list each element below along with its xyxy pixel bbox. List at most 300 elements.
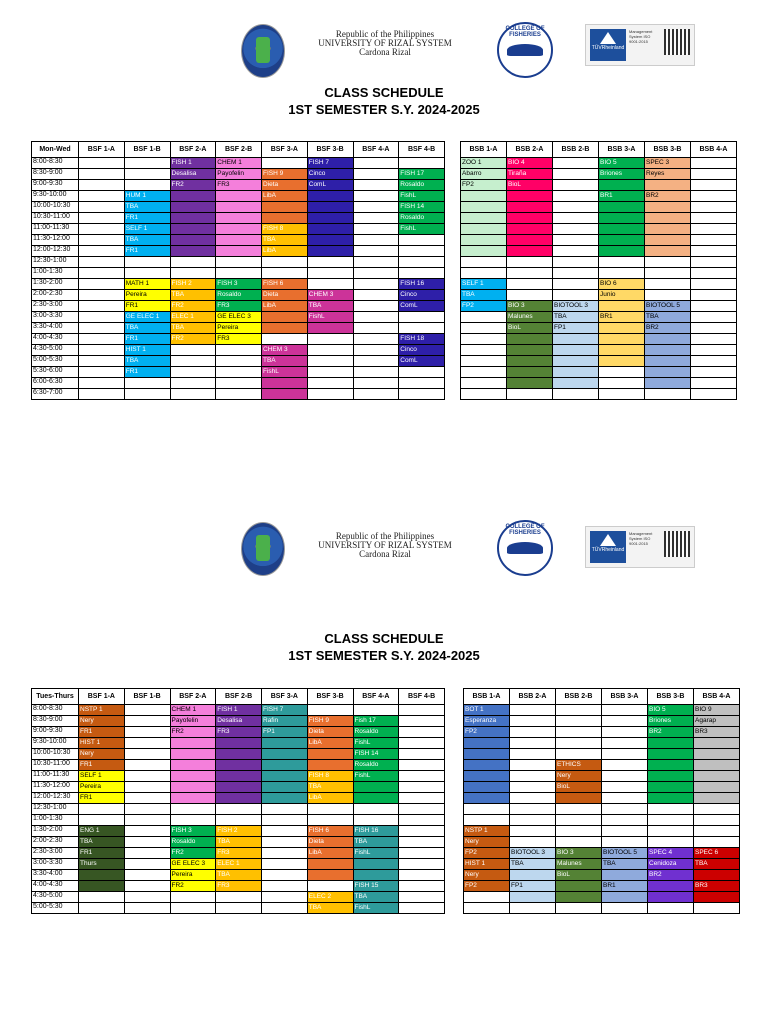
schedule-cell bbox=[307, 378, 353, 389]
table-row bbox=[32, 356, 445, 367]
schedule-cell bbox=[79, 213, 125, 224]
schedule-cell bbox=[353, 224, 399, 235]
time-slot: 1:30-2:00 bbox=[32, 279, 79, 290]
schedule-cell bbox=[307, 749, 353, 760]
schedule-cell bbox=[216, 235, 262, 246]
schedule-cell: MATH 1 bbox=[124, 279, 170, 290]
schedule-cell bbox=[353, 202, 399, 213]
schedule-cell: FR1 bbox=[124, 213, 170, 224]
schedule-cell: Rosaldo bbox=[170, 837, 216, 848]
column-header: BSF 3-B bbox=[307, 142, 353, 158]
schedule-cell bbox=[510, 826, 556, 837]
header-row bbox=[464, 689, 740, 705]
schedule-cell bbox=[124, 848, 170, 859]
column-header: BSF 1-B bbox=[124, 689, 170, 705]
time-slot: 5:30-6:00 bbox=[32, 367, 79, 378]
schedule-cell bbox=[553, 378, 599, 389]
schedule-cell bbox=[124, 903, 170, 914]
schedule-cell: TBA bbox=[262, 356, 308, 367]
schedule-cell bbox=[79, 323, 125, 334]
schedule-cell: FishL bbox=[399, 191, 445, 202]
table-row bbox=[464, 837, 740, 848]
time-slot: 12:00-12:30 bbox=[32, 246, 79, 257]
schedule-cell: BR3 bbox=[694, 727, 740, 738]
schedule-cell bbox=[216, 246, 262, 257]
schedule-cell bbox=[691, 169, 737, 180]
schedule-cell bbox=[216, 815, 262, 826]
schedule-cell bbox=[507, 257, 553, 268]
time-slot: 8:00-8:30 bbox=[32, 158, 79, 169]
column-header: BSB 3-A bbox=[599, 142, 645, 158]
schedule-cell bbox=[510, 738, 556, 749]
schedule-cell bbox=[691, 213, 737, 224]
schedule-cell: HIST 1 bbox=[464, 859, 510, 870]
schedule-cell bbox=[79, 180, 125, 191]
schedule-cell bbox=[216, 378, 262, 389]
column-header: BSF 1-A bbox=[79, 142, 125, 158]
schedule-cell bbox=[170, 804, 216, 815]
schedule-cell bbox=[307, 323, 353, 334]
schedule-cell bbox=[262, 760, 308, 771]
schedule-cell bbox=[170, 749, 216, 760]
schedule-cell bbox=[599, 268, 645, 279]
schedule-cell bbox=[599, 246, 645, 257]
column-header: BSF 4-A bbox=[353, 689, 399, 705]
schedule-cell: FISH 2 bbox=[170, 279, 216, 290]
schedule-cell bbox=[399, 903, 445, 914]
schedule-cell: FR2 bbox=[170, 881, 216, 892]
time-slot: 1:00-1:30 bbox=[32, 268, 79, 279]
schedule-cell bbox=[510, 815, 556, 826]
schedule-cell bbox=[556, 826, 602, 837]
schedule-cell bbox=[124, 180, 170, 191]
schedule-cell bbox=[556, 793, 602, 804]
table-row bbox=[32, 334, 445, 345]
college-of-fisheries-logo-icon bbox=[497, 520, 553, 576]
schedule-cell bbox=[353, 367, 399, 378]
schedule-cell bbox=[461, 268, 507, 279]
schedule-cell: BR1 bbox=[602, 881, 648, 892]
schedule-cell bbox=[124, 771, 170, 782]
schedule-cell bbox=[599, 345, 645, 356]
schedule-cell bbox=[399, 378, 445, 389]
schedule-cell bbox=[307, 334, 353, 345]
table-row bbox=[32, 345, 445, 356]
schedule-cell bbox=[79, 169, 125, 180]
schedule-cell: FISH 8 bbox=[262, 224, 308, 235]
schedule-cell bbox=[170, 345, 216, 356]
schedule-cell: FR1 bbox=[124, 334, 170, 345]
university-line: UNIVERSITY OF RIZAL SYSTEM bbox=[318, 540, 452, 550]
tuv-certification-badge-icon bbox=[585, 24, 695, 66]
schedule-cell bbox=[216, 367, 262, 378]
schedule-cell bbox=[307, 705, 353, 716]
schedule-cell bbox=[691, 279, 737, 290]
schedule-cell bbox=[553, 268, 599, 279]
schedule-cell bbox=[353, 235, 399, 246]
schedule-cell bbox=[124, 738, 170, 749]
schedule-cell: LibA bbox=[307, 848, 353, 859]
college-of-fisheries-logo-icon bbox=[497, 22, 553, 78]
schedule-cell bbox=[553, 202, 599, 213]
schedule-cell: FISH 14 bbox=[353, 749, 399, 760]
schedule-cell bbox=[507, 389, 553, 400]
schedule-cell bbox=[79, 345, 125, 356]
schedule-cell bbox=[307, 279, 353, 290]
schedule-cell bbox=[507, 356, 553, 367]
schedule-cell bbox=[694, 782, 740, 793]
schedule-cell: FISH 1 bbox=[216, 705, 262, 716]
schedule-cell bbox=[599, 301, 645, 312]
table-row bbox=[32, 389, 445, 400]
schedule-cell: FP1 bbox=[262, 727, 308, 738]
schedule-cell bbox=[399, 804, 445, 815]
campus-line: Cardona Rizal bbox=[359, 549, 411, 559]
schedule-cell bbox=[553, 180, 599, 191]
schedule-cell: BIO 3 bbox=[556, 848, 602, 859]
day-label: Tues-Thurs bbox=[32, 689, 79, 705]
schedule-cell bbox=[553, 169, 599, 180]
table-row bbox=[461, 323, 737, 334]
schedule-cell bbox=[216, 804, 262, 815]
schedule-cell: TBA bbox=[170, 290, 216, 301]
schedule-cell bbox=[507, 378, 553, 389]
time-slot: 4:00-4:30 bbox=[32, 881, 79, 892]
column-header: BSB 4-A bbox=[694, 689, 740, 705]
schedule-cell bbox=[353, 804, 399, 815]
schedule-title-2 bbox=[0, 630, 768, 664]
schedule-cell: TBA bbox=[461, 290, 507, 301]
schedule-cell: TBA bbox=[307, 903, 353, 914]
schedule-cell: Desalisa bbox=[170, 169, 216, 180]
time-slot: 12:30-1:00 bbox=[32, 257, 79, 268]
schedule-cell: FishL bbox=[353, 738, 399, 749]
schedule-cell bbox=[353, 191, 399, 202]
table-row bbox=[461, 312, 737, 323]
schedule-cell: TBA bbox=[79, 837, 125, 848]
schedule-cell: ComL bbox=[399, 356, 445, 367]
schedule-cell: Pereira bbox=[170, 870, 216, 881]
schedule-cell: BIO 6 bbox=[599, 279, 645, 290]
schedule-cell bbox=[262, 334, 308, 345]
schedule-cell: Dieta bbox=[262, 290, 308, 301]
schedule-cell bbox=[399, 859, 445, 870]
schedule-cell bbox=[599, 235, 645, 246]
table-row bbox=[32, 705, 445, 716]
table-row bbox=[32, 815, 445, 826]
schedule-cell bbox=[648, 826, 694, 837]
table-row bbox=[461, 279, 737, 290]
schedule-cell bbox=[691, 356, 737, 367]
time-slot: 1:00-1:30 bbox=[32, 815, 79, 826]
schedule-cell bbox=[216, 782, 262, 793]
schedule-cell bbox=[307, 246, 353, 257]
schedule-cell bbox=[124, 837, 170, 848]
table-row bbox=[32, 771, 445, 782]
schedule-cell bbox=[353, 705, 399, 716]
schedule-cell bbox=[262, 859, 308, 870]
schedule-cell bbox=[553, 191, 599, 202]
schedule-cell bbox=[510, 903, 556, 914]
schedule-cell bbox=[507, 334, 553, 345]
schedule-cell bbox=[170, 191, 216, 202]
cof-logo-text: COLLEGE OF FISHERIES bbox=[505, 524, 545, 536]
schedule-cell bbox=[124, 804, 170, 815]
schedule-cell bbox=[262, 158, 308, 169]
schedule-cell: BR1 bbox=[599, 312, 645, 323]
schedule-cell bbox=[464, 738, 510, 749]
schedule-cell: FP2 bbox=[461, 301, 507, 312]
schedule-cell bbox=[399, 727, 445, 738]
schedule-cell bbox=[599, 378, 645, 389]
table-row bbox=[32, 859, 445, 870]
schedule-cell: ELEC 2 bbox=[307, 892, 353, 903]
university-seal-icon bbox=[241, 24, 285, 78]
schedule-cell: Pereira bbox=[79, 782, 125, 793]
schedule-title-1 bbox=[0, 84, 768, 118]
schedule-cell bbox=[170, 367, 216, 378]
schedule-cell: TBA bbox=[353, 892, 399, 903]
schedule-cell bbox=[599, 367, 645, 378]
schedule-cell: HIST 1 bbox=[79, 738, 125, 749]
schedule-cell: TBA bbox=[307, 301, 353, 312]
time-slot: 6:00-6:30 bbox=[32, 378, 79, 389]
schedule-cell bbox=[464, 782, 510, 793]
schedule-cell: BR2 bbox=[648, 727, 694, 738]
schedule-cell: SPEC 6 bbox=[694, 848, 740, 859]
table-row bbox=[32, 268, 445, 279]
table-row bbox=[32, 279, 445, 290]
table-row bbox=[461, 224, 737, 235]
schedule-cell: BioL bbox=[556, 782, 602, 793]
time-slot: 3:00-3:30 bbox=[32, 312, 79, 323]
schedule-cell bbox=[124, 257, 170, 268]
schedule-cell: FR2 bbox=[170, 334, 216, 345]
schedule-cell bbox=[124, 389, 170, 400]
schedule-cell bbox=[694, 870, 740, 881]
column-header: BSB 1-A bbox=[464, 689, 510, 705]
schedule-cell bbox=[124, 268, 170, 279]
schedule-cell bbox=[464, 771, 510, 782]
schedule-cell bbox=[262, 389, 308, 400]
schedule-cell: FP1 bbox=[553, 323, 599, 334]
schedule-cell bbox=[691, 389, 737, 400]
schedule-cell: TBA bbox=[124, 235, 170, 246]
schedule-cell bbox=[353, 793, 399, 804]
schedule-cell bbox=[170, 793, 216, 804]
schedule-cell bbox=[691, 191, 737, 202]
table-row bbox=[32, 180, 445, 191]
schedule-cell bbox=[170, 892, 216, 903]
schedule-cell: Rosaldo bbox=[353, 727, 399, 738]
schedule-cell bbox=[645, 290, 691, 301]
schedule-cell bbox=[170, 378, 216, 389]
schedule-cell bbox=[556, 815, 602, 826]
schedule-cell bbox=[79, 870, 125, 881]
schedule-cell: Rosaldo bbox=[216, 290, 262, 301]
schedule-cell bbox=[399, 312, 445, 323]
schedule-cell bbox=[648, 815, 694, 826]
column-header: BSF 2-A bbox=[170, 689, 216, 705]
schedule-cell bbox=[216, 389, 262, 400]
schedule-cell bbox=[602, 903, 648, 914]
schedule-cell bbox=[399, 881, 445, 892]
schedule-cell: FR2 bbox=[170, 301, 216, 312]
schedule-cell bbox=[79, 312, 125, 323]
schedule-cell bbox=[170, 213, 216, 224]
table-row bbox=[32, 235, 445, 246]
schedule-cell bbox=[602, 892, 648, 903]
schedule-cell bbox=[399, 848, 445, 859]
schedule-cell: BR2 bbox=[648, 870, 694, 881]
schedule-cell: Fish 17 bbox=[353, 716, 399, 727]
time-slot: 6:30-7:00 bbox=[32, 389, 79, 400]
schedule-cell bbox=[648, 804, 694, 815]
schedule-cell bbox=[399, 826, 445, 837]
schedule-cell bbox=[262, 312, 308, 323]
schedule-cell bbox=[599, 180, 645, 191]
schedule-cell bbox=[399, 870, 445, 881]
column-header: BSF 1-B bbox=[124, 142, 170, 158]
schedule-cell bbox=[216, 793, 262, 804]
schedule-cell: HUM 1 bbox=[124, 191, 170, 202]
schedule-cell: Tiraña bbox=[507, 169, 553, 180]
schedule-cell bbox=[694, 903, 740, 914]
schedule-cell bbox=[307, 235, 353, 246]
time-slot: 9:00-9:30 bbox=[32, 180, 79, 191]
schedule-cell bbox=[399, 771, 445, 782]
time-slot: 2:30-3:00 bbox=[32, 301, 79, 312]
qr-code-icon bbox=[664, 29, 690, 55]
schedule-cell: FR3 bbox=[216, 727, 262, 738]
schedule-cell bbox=[507, 202, 553, 213]
schedule-cell bbox=[464, 749, 510, 760]
schedule-cell: Reyes bbox=[645, 169, 691, 180]
schedule-cell: BIOTOOL 5 bbox=[645, 301, 691, 312]
schedule-cell: FP2 bbox=[464, 848, 510, 859]
schedule-cell bbox=[461, 257, 507, 268]
column-header: BSB 3-A bbox=[602, 689, 648, 705]
column-header: BSF 2-B bbox=[216, 689, 262, 705]
schedule-cell bbox=[170, 389, 216, 400]
schedule-cell bbox=[124, 793, 170, 804]
schedule-cell: LibA bbox=[262, 301, 308, 312]
schedule-cell bbox=[599, 389, 645, 400]
schedule-cell: Rosaldo bbox=[399, 213, 445, 224]
schedule-cell bbox=[694, 892, 740, 903]
column-header: BSF 4-B bbox=[399, 689, 445, 705]
schedule-cell: FR3 bbox=[216, 848, 262, 859]
title-line: CLASS SCHEDULE bbox=[324, 85, 444, 100]
schedule-cell: NSTP 1 bbox=[79, 705, 125, 716]
schedule-cell bbox=[645, 257, 691, 268]
tuv-label: TÜVRheinland bbox=[591, 547, 625, 553]
schedule-cell: Cinco bbox=[399, 290, 445, 301]
column-header: BSB 4-A bbox=[691, 142, 737, 158]
schedule-cell bbox=[399, 158, 445, 169]
schedule-cell bbox=[170, 235, 216, 246]
schedule-cell: TBA bbox=[124, 323, 170, 334]
schedule-cell: FISH 1 bbox=[170, 158, 216, 169]
schedule-cell bbox=[170, 903, 216, 914]
schedule-cell bbox=[307, 389, 353, 400]
schedule-cell bbox=[216, 202, 262, 213]
schedule-cell bbox=[353, 859, 399, 870]
schedule-cell: FISH 6 bbox=[262, 279, 308, 290]
schedule-cell bbox=[553, 246, 599, 257]
schedule-cell: ComL bbox=[399, 301, 445, 312]
schedule-cell: BR2 bbox=[645, 191, 691, 202]
table-row bbox=[32, 804, 445, 815]
schedule-cell: TBA bbox=[216, 837, 262, 848]
time-slot: 4:30-5:00 bbox=[32, 345, 79, 356]
schedule-cell: FP2 bbox=[464, 881, 510, 892]
schedule-cell: BIOTOOL 5 bbox=[602, 848, 648, 859]
schedule-cell bbox=[262, 268, 308, 279]
schedule-cell: FR1 bbox=[79, 760, 125, 771]
table-row bbox=[464, 826, 740, 837]
schedule-cell bbox=[648, 782, 694, 793]
schedule-cell bbox=[694, 749, 740, 760]
schedule-cell bbox=[307, 356, 353, 367]
schedule-cell bbox=[691, 158, 737, 169]
schedule-cell bbox=[461, 235, 507, 246]
schedule-cell: FP2 bbox=[461, 180, 507, 191]
time-slot: 12:30-1:00 bbox=[32, 804, 79, 815]
schedule-cell bbox=[602, 771, 648, 782]
table-row bbox=[32, 191, 445, 202]
header-row bbox=[461, 142, 737, 158]
schedule-cell bbox=[507, 235, 553, 246]
schedule-cell: Nery bbox=[464, 870, 510, 881]
schedule-cell bbox=[507, 191, 553, 202]
schedule-cell bbox=[602, 749, 648, 760]
schedule-cell bbox=[124, 859, 170, 870]
schedule-cell bbox=[553, 213, 599, 224]
schedule-cell bbox=[307, 859, 353, 870]
table-row bbox=[32, 224, 445, 235]
schedule-cell: ELEC 1 bbox=[170, 312, 216, 323]
schedule-cell bbox=[353, 312, 399, 323]
schedule-cell bbox=[124, 815, 170, 826]
schedule-cell bbox=[262, 892, 308, 903]
schedule-cell bbox=[262, 793, 308, 804]
schedule-cell: SELF 1 bbox=[461, 279, 507, 290]
schedule-cell bbox=[461, 356, 507, 367]
table-row bbox=[32, 881, 445, 892]
schedule-cell bbox=[79, 191, 125, 202]
schedule-cell: FR1 bbox=[79, 727, 125, 738]
table-row bbox=[464, 859, 740, 870]
university-seal-icon bbox=[241, 522, 285, 576]
schedule-cell bbox=[694, 826, 740, 837]
schedule-cell: FR2 bbox=[170, 848, 216, 859]
schedule-cell bbox=[399, 323, 445, 334]
column-header: BSF 4-B bbox=[399, 142, 445, 158]
schedule-cell bbox=[262, 749, 308, 760]
schedule-cell bbox=[694, 837, 740, 848]
schedule-cell: GE ELEC 3 bbox=[216, 312, 262, 323]
schedule-cell bbox=[353, 345, 399, 356]
table-row bbox=[461, 334, 737, 345]
schedule-cell bbox=[645, 334, 691, 345]
schedule-cell bbox=[262, 815, 308, 826]
schedule-cell: FR2 bbox=[170, 180, 216, 191]
schedule-cell bbox=[602, 738, 648, 749]
schedule-cell: FISH 15 bbox=[353, 881, 399, 892]
schedule-cell: Thurs bbox=[79, 859, 125, 870]
schedule-cell: BIO 9 bbox=[694, 705, 740, 716]
